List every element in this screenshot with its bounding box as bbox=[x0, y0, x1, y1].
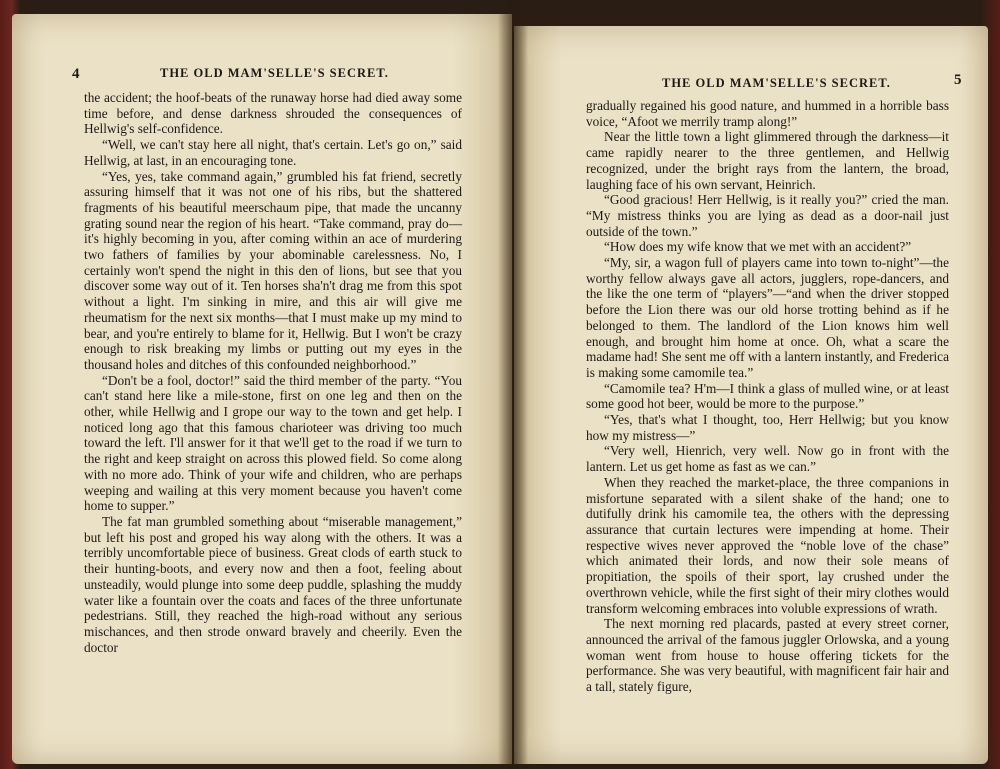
paragraph: “Yes, yes, take command again,” grumbled his fat friend, secretly assuring himself that it was not one of his ribs, but the shattered fragments of his beautiful meerschaum pipe, that made the uncanny grating sound near the region of his heart. “Take command, pray do—it's highly becoming in you, after coming within an ace of murdering two fathers of families by your abominable carelessness. No, I certainly won't spend the night in this den of lions, but see that you discover some way out of it. Ten horses sha'n't drag me from this spot without a light. I'm sinking in mire, and this air will give me rheumatism for the next six months—that I must make up my mind to bear, and you're entirely to blame for it, Hellwig. But I won't be crazy enough to risk breaking my limbs or putting out my eyes in the thousand holes and ditches of this confounded neighborhood.” bbox=[84, 168, 462, 372]
paragraph: gradually regained his good nature, and hummed in a horrible bass voice, “Afoot we merrily tramp along!” bbox=[586, 98, 949, 129]
paragraph: “Camomile tea? H'm—I think a glass of mulled wine, or at least some good hot beer, would be more to the purpose.” bbox=[586, 380, 949, 412]
paragraph: “Very well, Hienrich, very well. Now go in front with the lantern. Let us get home as fast as we can.” bbox=[586, 443, 949, 475]
running-header: THE OLD MAM'SELLE'S SECRET. bbox=[662, 76, 891, 90]
page-body bbox=[586, 98, 949, 695]
paragraph: “Well, we can't stay here all night, that's certain. Let's go on,” said Hellwig, at last, in an encouraging tone. bbox=[84, 137, 462, 168]
page-number: 4 bbox=[72, 66, 80, 82]
paragraph: “Good gracious! Herr Hellwig, is it really you?” cried the man. “My mistress thinks you are lying as dead as a door-nail just outside of the town.” bbox=[586, 192, 949, 239]
paragraph: The fat man grumbled something about “miserable management,” but left his post and groped his way along with the others. It was a terribly uncomfortable piece of business. Great clods of earth stuck to their hunting-boots, and every now and then a foot, feeling about unsteadily, would plunge into some deep puddle, splashing the muddy water like a fountain over the coats and faces of the three unfortunate pedestrians. Still, they reached the high-road without any serious mischances, and then strode onward bravely and cheerily. Even the doctor bbox=[84, 513, 462, 655]
paragraph: When they reached the market-place, the three companions in misfortune separated with a silent shake of the hand; one to dutifully drink his camomile tea, the others with the depressing assurance that curtain lectures were impending at home. Their respective wives never approved the “noble love of the chase” which animated their lords, and now their sole means of propitiation, the spoils of their sport, lay crushed under the overthrown vehicle, while the first sight of their miry clothes would transform welcoming embraces into voluble expressions of wrath. bbox=[586, 474, 949, 616]
book-gutter bbox=[498, 0, 528, 769]
paragraph: Near the little town a light glimmered through the darkness—it came rapidly nearer to the three gentlemen, and Hellwig recognized, under the bright rays from the lantern, the broad, laughing face of his own servant, Heinrich. bbox=[586, 129, 949, 192]
paragraph: “Don't be a fool, doctor!” said the third member of the party. “You can't stand here like a mile-stone, first on one leg and then on the other, while Hellwig and I grope our way to the town and get help. I noticed long ago that this famous charioteer was driving too much toward the left. I'll answer for it that we'll get to the road if we turn to the right and keep straight on across this plowed field. So come along with no more ado. Think of your wife and children, who are perhaps weeping and wailing at this very moment because you haven't come home to supper.” bbox=[84, 372, 462, 514]
paragraph: the accident; the hoof-beats of the runaway horse had died away some time before, and dense darkness shrouded the consequences of Hellwig's self-confidence. bbox=[84, 90, 462, 137]
page-number: 5 bbox=[954, 72, 962, 88]
paragraph: “How does my wife know that we met with an accident?” bbox=[604, 239, 912, 255]
page-body bbox=[84, 90, 462, 655]
paragraph: “Yes, that's what I thought, too, Herr Hellwig; but you know how my mistress—” bbox=[586, 412, 949, 443]
left-page bbox=[12, 14, 512, 764]
paragraph: “My, sir, a wagon full of players came into town to-night”—the worthy fellow always gave all actors, jugglers, rope-dancers, and the like the one term of “players”—“and when the driver stopped before the Lion there was our old horse trotting behind as if he belonged to them. The landlord of the Lion knows him well enough, and brought him home at once. Oh, what a scare the madame had! She sent me off with a lantern instantly, and Frederica is making some camomile tea.” bbox=[586, 255, 949, 380]
paragraph: The next morning red placards, pasted at every street corner, announced the arrival of the famous juggler Orlowska, and a young woman went from house to house offering tickets for the performance. She was very beautiful, with magnificent fair hair and a tall, stately figure, bbox=[586, 616, 949, 695]
right-page bbox=[514, 26, 988, 764]
running-header: THE OLD MAM'SELLE'S SECRET. bbox=[160, 66, 389, 80]
